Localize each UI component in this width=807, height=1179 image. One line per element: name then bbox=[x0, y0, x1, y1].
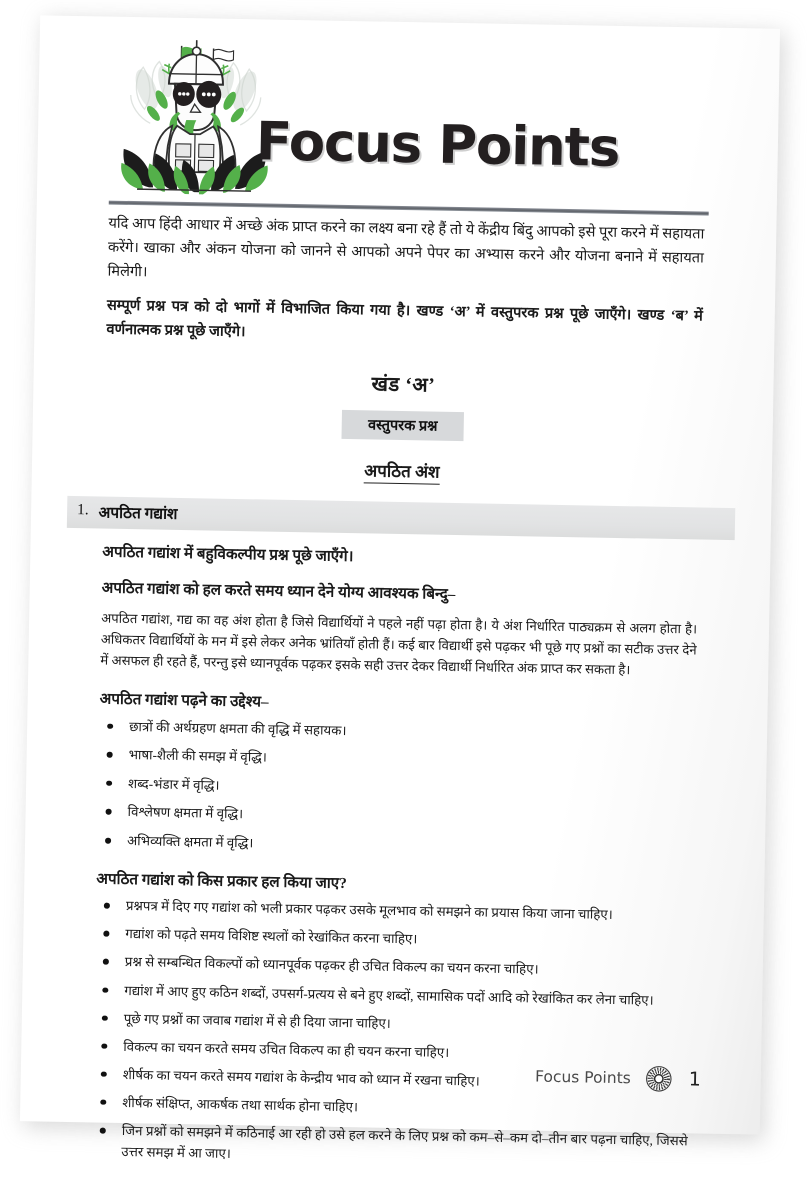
page-header bbox=[37, 15, 780, 205]
circular-ornament-icon bbox=[645, 1065, 674, 1094]
list-item: शीर्षक का चयन करते समय गद्यांश के केन्द्रीय भाव को ध्यान में रखना चाहिए। bbox=[93, 1064, 689, 1096]
list-item: जिन प्रश्नों को समझने में कठिनाई आ रही हो उसे हल करने के लिए प्रश्न को कम–से–कम दो–तीन बार पढ़ना चाहिए, जिससे उत्तर समझ में आ जाए। bbox=[91, 1120, 688, 1172]
list-item: गद्यांश में आए हुए कठिन शब्दों, उपसर्ग-प्रत्यय से बने हुए शब्दों, सामासिक पदों आदि को रेखांकित कर लेना चाहिए। bbox=[94, 980, 690, 1012]
list-item: गद्यांश को पढ़ते समय विशिष्ट स्थलों को रेखांकित करना चाहिए। bbox=[95, 924, 691, 956]
purpose-heading: अपठित गद्यांश पढ़ने का उद्देश्य– bbox=[99, 690, 269, 711]
list-item: भाषा-शैली की समझ में वृद्धि। bbox=[98, 745, 694, 777]
list-item: शब्द-भंडार में वृद्धि। bbox=[98, 773, 694, 805]
list-item: पूछे गए प्रश्नों का जवाब गद्यांश में से ही दिया जाना चाहिए। bbox=[94, 1008, 690, 1040]
list-item: विकल्प का चयन करते समय उचित विकल्प का ही चयन करना चाहिए। bbox=[93, 1036, 689, 1068]
page-number: 1 bbox=[688, 1068, 702, 1091]
intro-paragraph-2: सम्पूर्ण प्रश्न पत्र को दो भागों में विभाजित किया गया है। खण्ड ‘अ’ में वस्तुपरक प्रश्न पूछे जाएँगे। खण्ड ‘ब’ में वर्णनात्मक प्रश्न पूछे जाएँगे। bbox=[106, 297, 703, 341]
list-item: अभिव्यक्ति क्षमता में वृद्धि। bbox=[97, 831, 693, 863]
list-item: विश्लेषण क्षमता में वृद्धि। bbox=[97, 802, 693, 834]
item-lead-1: अपठित गद्यांश में बहुविकल्पीय प्रश्न पूछे जाएँगे। bbox=[102, 543, 354, 566]
list-item: प्रश्नपत्र में दिए गए गद्यांश को भली प्रकार पढ़कर उसके मूलभाव को समझने का प्रयास किया जाना चाहिए। bbox=[96, 896, 692, 928]
list-item: प्रश्न से सम्बन्धित विकल्पों को ध्यानपूर्वक पढ़कर ही उचित विकल्प का चयन करना चाहिए। bbox=[95, 952, 691, 984]
page-content bbox=[20, 15, 780, 1161]
page-title: Focus Points bbox=[255, 111, 620, 179]
section-heading-khand: खंड ‘अ’ bbox=[371, 373, 436, 397]
chip-container bbox=[33, 404, 773, 447]
item-lead-2: अपठित गद्यांश को हल करते समय ध्यान देने योग्य आवश्यक बिन्दु– bbox=[101, 579, 456, 603]
how-to-solve-heading: अपठित गद्यांश को किस प्रकार हल किया जाए? bbox=[96, 870, 347, 892]
footer-label: Focus Points bbox=[534, 1067, 631, 1088]
objective-questions-chip: वस्तुपरक प्रश्न bbox=[342, 410, 464, 441]
purpose-bullet-list bbox=[97, 716, 695, 862]
item-paragraph: अपठित गद्यांश, गद्य का वह अंश होता है जिसे विद्यार्थियों ने पहले नहीं पढ़ा होता है। ये अंश निर्धारित पाठ्यक्रम से अलग होता है। अधिकतर विद्यार्थियों के मन में इसे लेकर अनेक भ्रांतियाँ होती हैं। कई बार विद्यार्थी इसे पढ़कर भी पूछे गए प्रश्नों का सटीक उत्तर देने में असफल ही रहते हैं, परन्तु इसे ध्यानपूर्वक पढ़कर इसके सही उत्तर देकर विद्यार्थी निर्धारित अंक प्राप्त कर सकता है। bbox=[100, 610, 698, 678]
item-number: 1. bbox=[76, 500, 89, 519]
intro-paragraph-1: यदि आप हिंदी आधार में अच्छे अंक प्राप्त करने का लक्ष्य बना रहे हैं तो ये केंद्रीय बिंदु आपको इसे पूरा करने में सहायता करेंगे। खाका और अंकन योजना को जानने से आपको अपने पेपर का अभ्यास करने और योजना बनाने में सहायता मिलेगी। bbox=[107, 215, 705, 280]
section-subtitle bbox=[32, 452, 772, 489]
item-title: अपठित गद्यांश bbox=[98, 504, 178, 523]
item-heading-bar bbox=[67, 496, 735, 540]
section-subtitle-text: अपठित अंश bbox=[364, 461, 440, 484]
paper-sheet bbox=[20, 15, 780, 1161]
mascot-illustration-icon bbox=[119, 37, 272, 196]
page-body bbox=[19, 211, 776, 1174]
list-item: छात्रों की अर्थग्रहण क्षमता की वृद्धि में सहायक। bbox=[99, 716, 695, 748]
list-item: शीर्षक संक्षिप्त, आकर्षक तथा सार्थक होना चाहिए। bbox=[92, 1092, 688, 1124]
how-to-solve-bullet-list bbox=[91, 896, 692, 1173]
